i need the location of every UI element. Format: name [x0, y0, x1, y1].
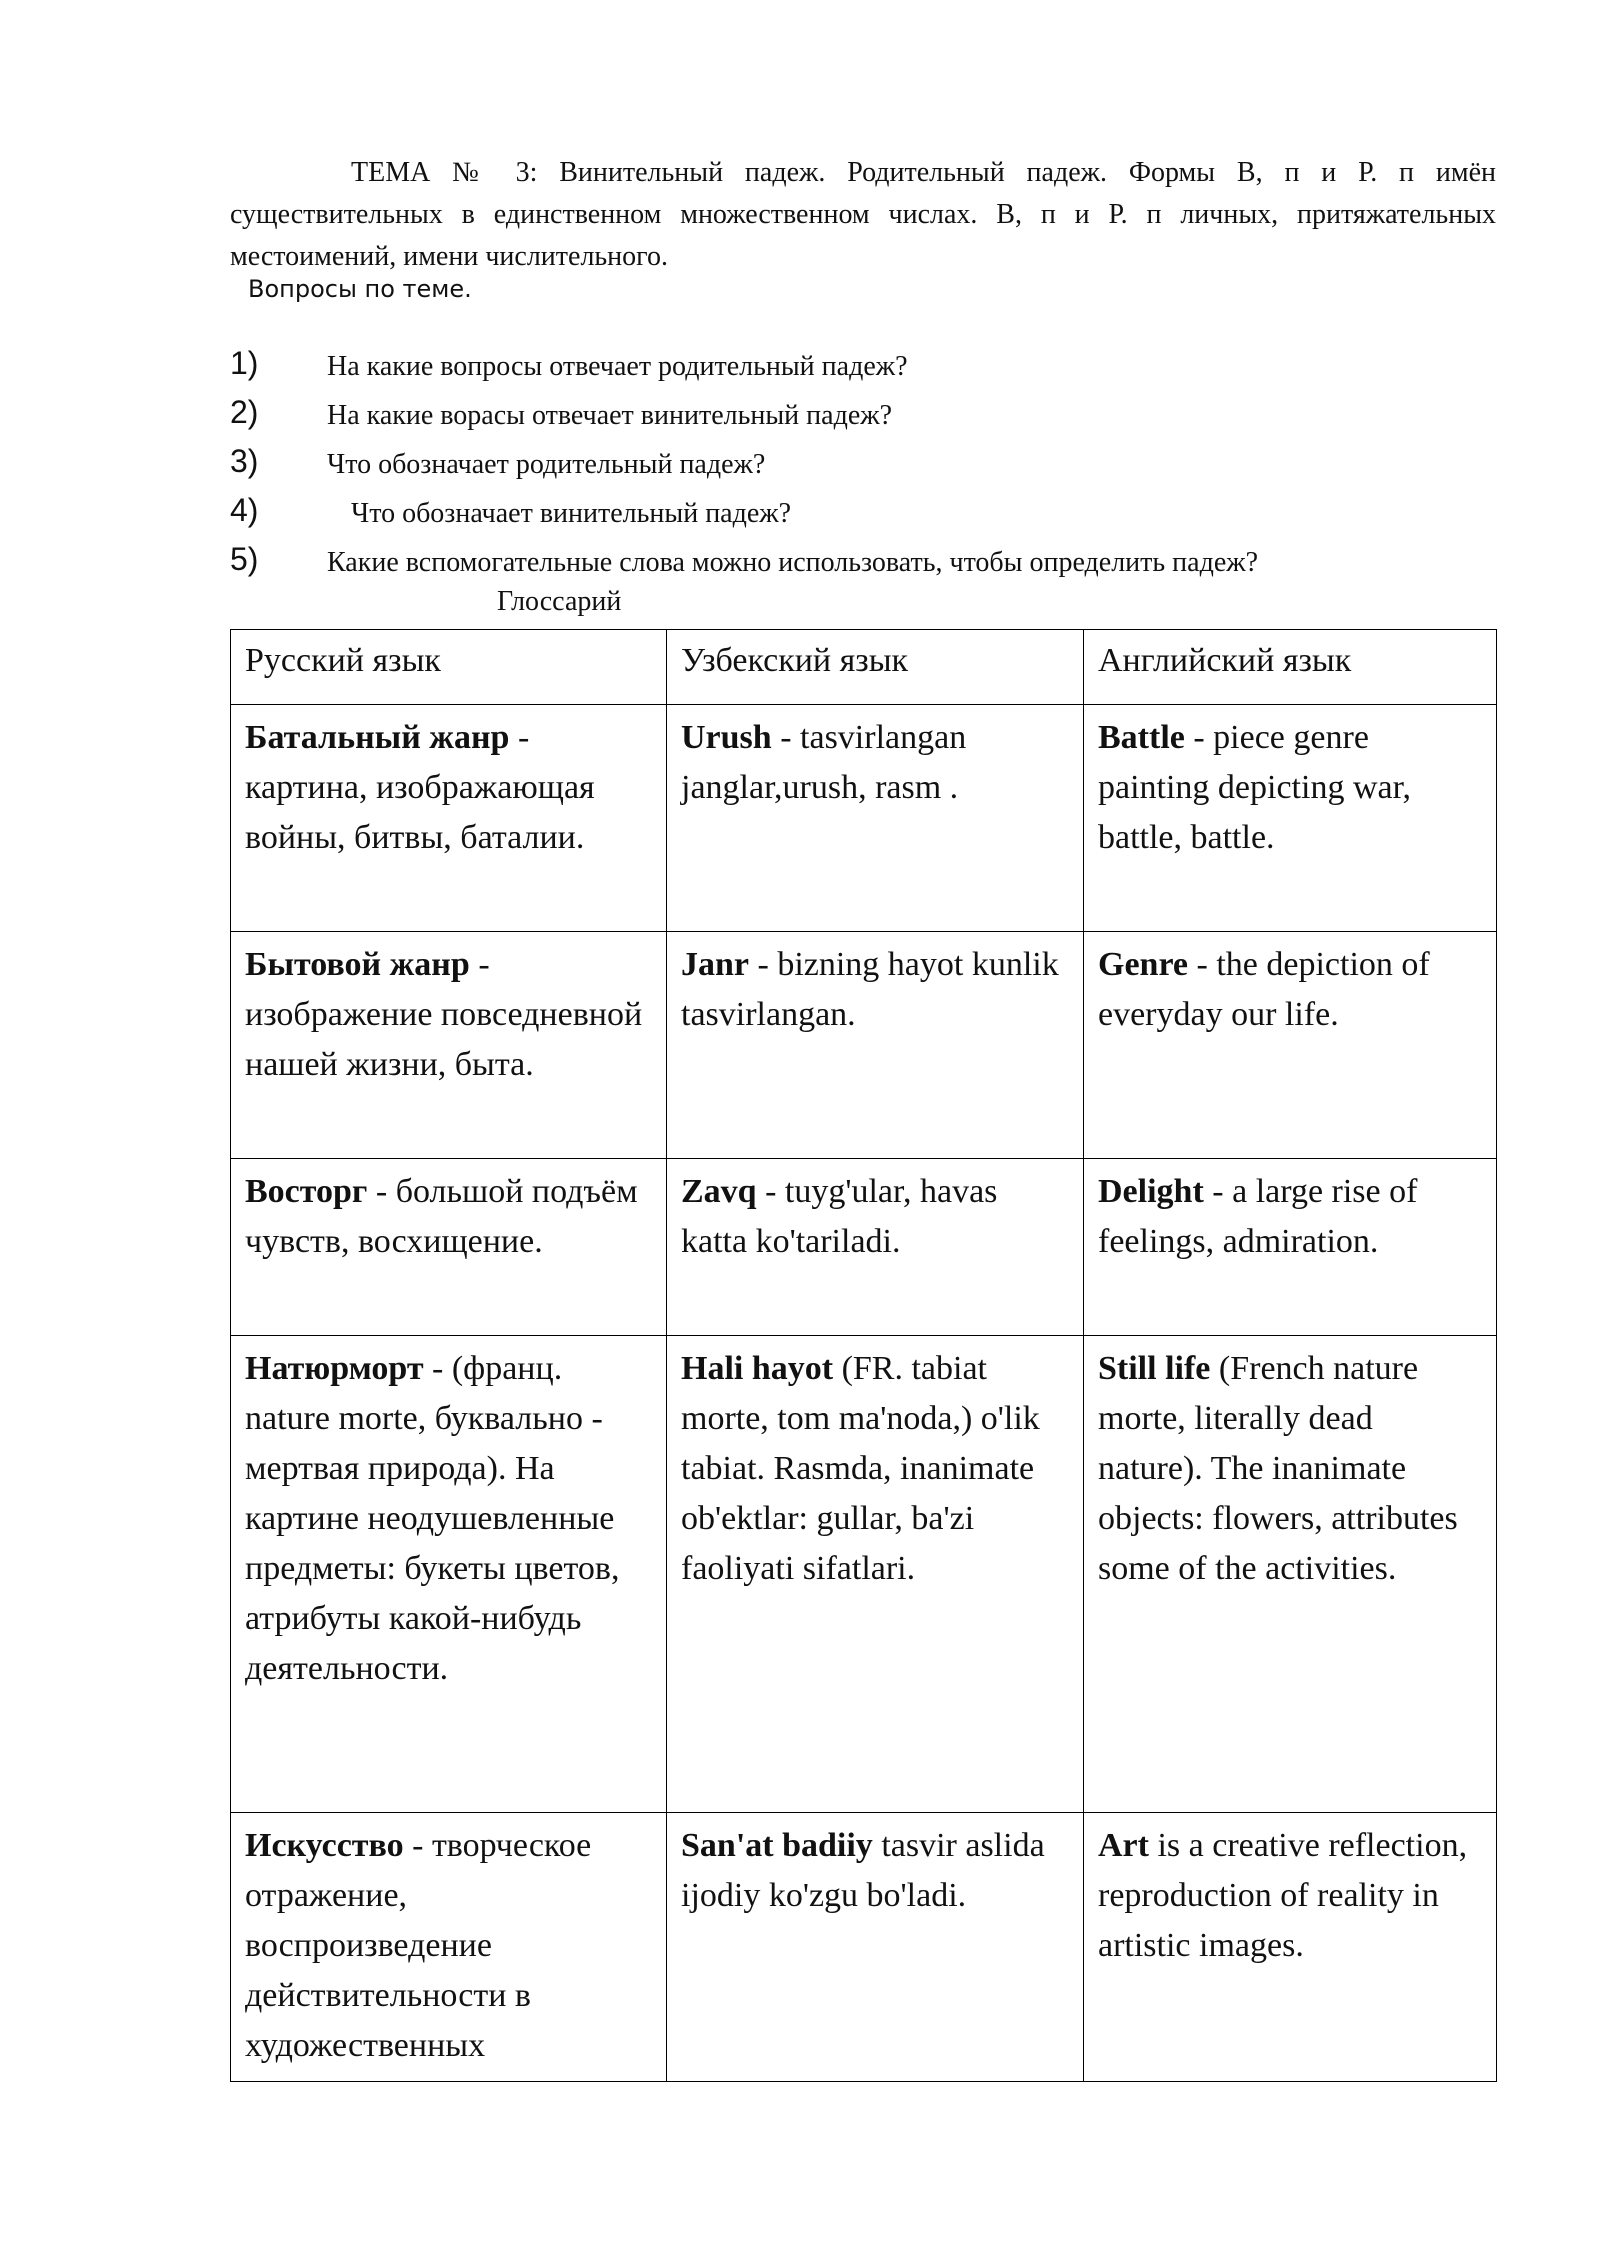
question-text: Что обозначает родительный падеж? [327, 449, 766, 480]
term: Натюрморт [245, 1350, 424, 1387]
cell-uzbek [667, 1813, 1084, 2082]
table-row [231, 705, 1497, 932]
term: Zavq [681, 1173, 757, 1210]
term: Батальный жанр [245, 719, 510, 756]
column-header-uzbek: Узбекский язык [667, 630, 1084, 705]
question-number: 4) [230, 492, 259, 528]
definition: - большой подъём чувств, восхищение. [245, 1173, 638, 1260]
questions-list [230, 345, 1500, 590]
column-header-english: Английский язык [1084, 630, 1497, 705]
table-row [231, 1813, 1497, 2082]
term: Janr [681, 946, 749, 983]
cell-russian [231, 1336, 667, 1813]
cell-uzbek [667, 1336, 1084, 1813]
definition: - (франц. nature morte, буквально - мертвая природа). На картине неодушевленные предметы: букеты цветов, атрибуты какой-нибудь деятельности. [245, 1350, 620, 1687]
term: Genre [1098, 946, 1189, 983]
topic-title: ТЕМА № 3: Винительный падеж. Родительный падеж. Формы В, п и Р. п имён существительных в единственном множественном числах. В, п и Р. п личных, притяжательных местоимений, имени числительного. [230, 157, 1496, 272]
cell-english [1084, 1336, 1497, 1813]
term: Искусство [245, 1827, 404, 1864]
question-number: 5) [230, 541, 259, 577]
term: Восторг [245, 1173, 368, 1210]
question-number: 1) [230, 345, 259, 381]
question-text: На какие вопросы отвечает родительный падеж? [327, 351, 908, 382]
question-text: Какие вспомогательные слова можно использовать, чтобы определить падеж? [327, 547, 1259, 578]
table-row [231, 1336, 1497, 1813]
question-text: Что обозначает винительный падеж? [351, 498, 792, 529]
column-header-russian: Русский язык [231, 630, 667, 705]
definition: - bizning hayot kunlik tasvirlangan. [681, 946, 1059, 1033]
term: Hali hayot [681, 1350, 834, 1387]
definition: - the depiction of everyday our life. [1098, 946, 1430, 1033]
term: Urush [681, 719, 772, 756]
list-item [230, 443, 1500, 492]
definition: tasvir aslida ijodiy ko'zgu bo'ladi. [681, 1827, 1045, 1914]
definition: - tuyg'ular, havas katta ko'tariladi. [681, 1173, 998, 1260]
list-item [230, 394, 1500, 443]
question-number: 2) [230, 394, 259, 430]
term: Delight [1098, 1173, 1204, 1210]
definition: (FR. tabiat morte, tom ma'noda,) o'lik tabiat. Rasmda, inanimate ob'ektlar: gullar, ba'zi faoliyati sifatlari. [681, 1350, 1040, 1587]
definition: - изображение повседневной нашей жизни, быта. [245, 946, 643, 1083]
term: Art [1098, 1827, 1149, 1864]
question-text: На какие ворасы отвечает винительный падеж? [327, 400, 893, 431]
definition: - piece genre painting depicting war, battle, battle. [1098, 719, 1412, 856]
cell-uzbek [667, 932, 1084, 1159]
cell-russian [231, 932, 667, 1159]
glossary-title: Глоссарий [497, 586, 622, 617]
cell-russian [231, 1159, 667, 1336]
table-header-row [231, 630, 1497, 705]
cell-russian [231, 1813, 667, 2082]
definition: - tasvirlangan janglar,urush, rasm . [681, 719, 967, 806]
list-item [230, 541, 1500, 590]
cell-english [1084, 705, 1497, 932]
table-row [231, 932, 1497, 1159]
list-item [230, 492, 1500, 541]
cell-russian [231, 705, 667, 932]
definition: (French nature morte, literally dead nature). The inanimate objects: flowers, attributes some of the activities. [1098, 1350, 1458, 1587]
cell-english [1084, 1813, 1497, 2082]
definition: - a large rise of feelings, admiration. [1098, 1173, 1418, 1260]
term: Still life [1098, 1350, 1211, 1387]
questions-subtitle: Вопросы по теме. [248, 275, 472, 303]
term: Battle [1098, 719, 1185, 756]
definition: is a creative reflection, reproduction of reality in artistic images. [1098, 1827, 1468, 1964]
definition: - картина, изображающая войны, битвы, баталии. [245, 719, 595, 856]
list-item [230, 345, 1500, 394]
glossary-table [230, 629, 1497, 2082]
question-number: 3) [230, 443, 259, 479]
term: San'at badiiy [681, 1827, 873, 1864]
definition: - творческое отражение, воспроизведение действительности в художественных [245, 1827, 592, 2064]
cell-uzbek [667, 1159, 1084, 1336]
table-row [231, 1159, 1497, 1336]
cell-english [1084, 1159, 1497, 1336]
cell-uzbek [667, 705, 1084, 932]
term: Бытовой жанр [245, 946, 470, 983]
cell-english [1084, 932, 1497, 1159]
